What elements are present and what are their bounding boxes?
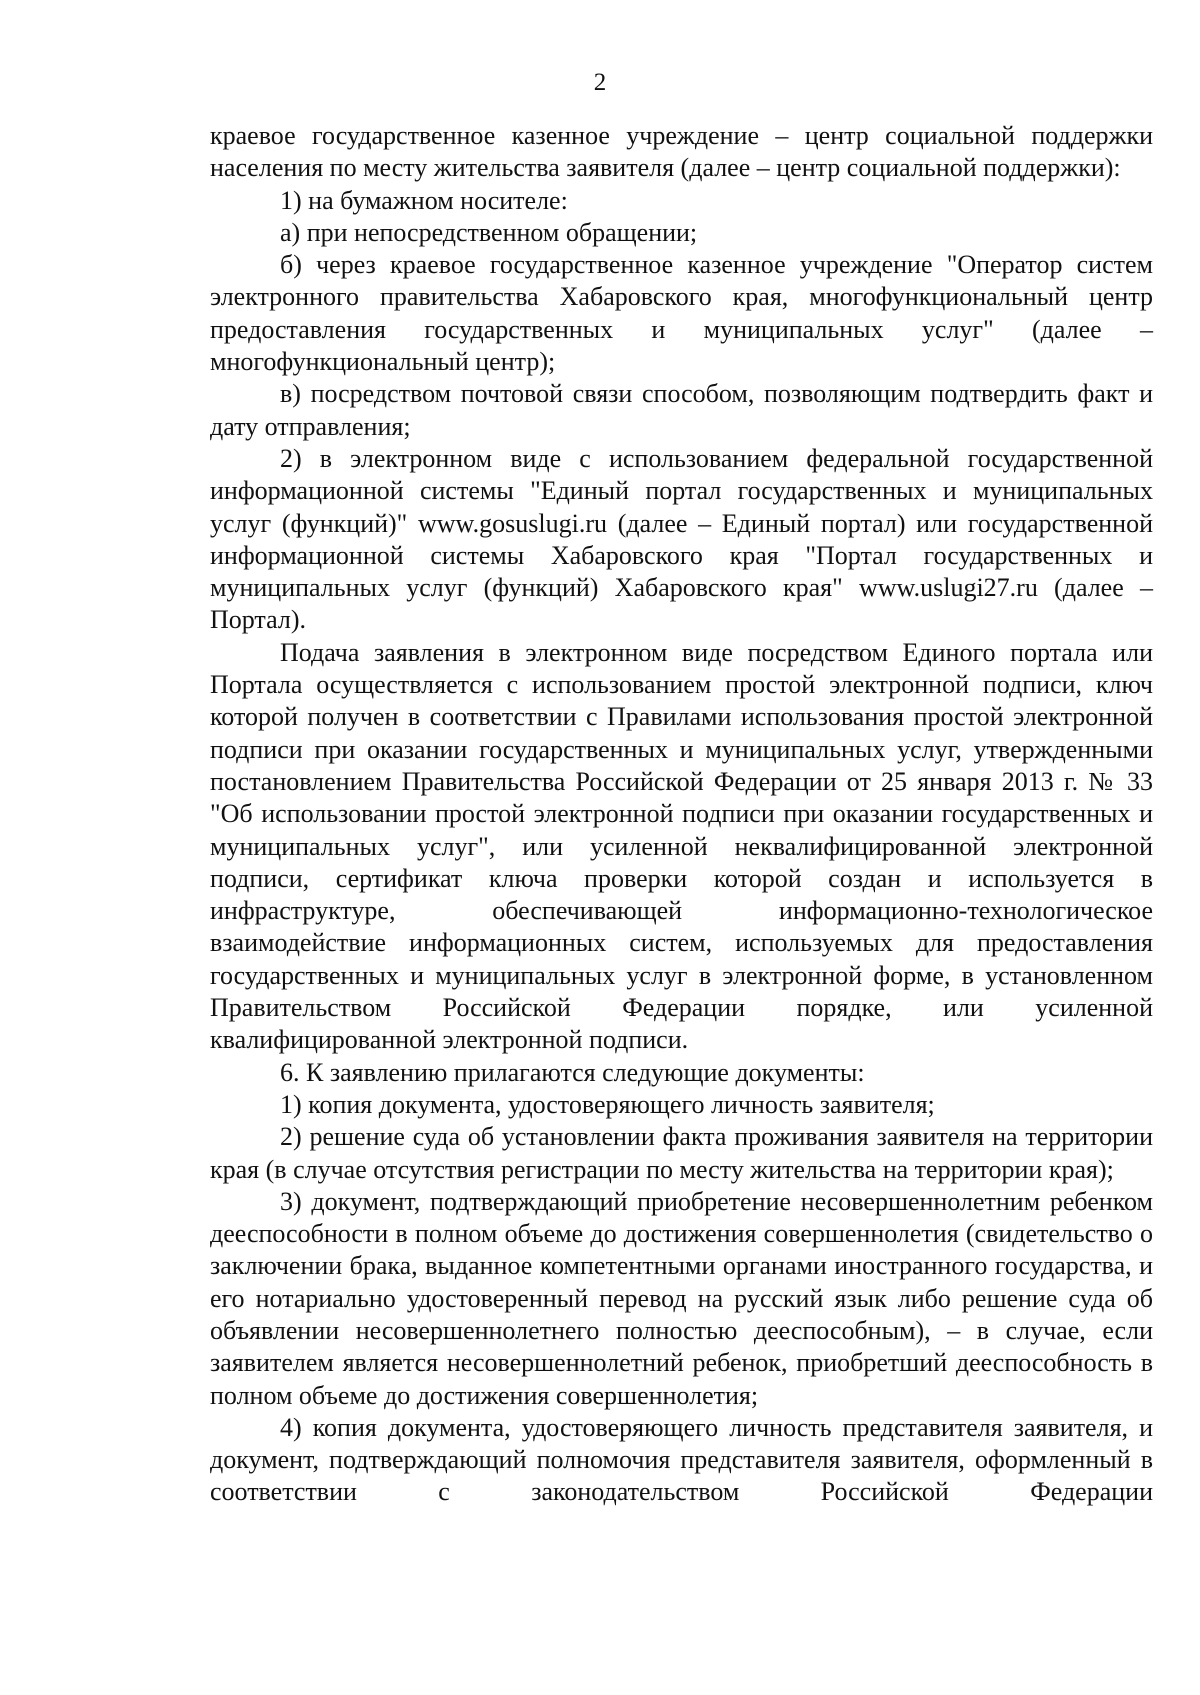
document-body [210, 120, 1153, 1509]
paragraph-by-post: в) посредством почтовой связи способом, позволяющим подтвердить факт и дату отправления; [210, 379, 1153, 441]
paragraph-document-capacity: 3) документ, подтверждающий приобретение несовершеннолетним ребенком дееспособности в полном объеме до достижения совершеннолетия (свидетельство о заключении брака, выданное компетентными органами иностранного государства, и его нотариально удостоверенный перевод на русский язык либо решение суда об объявлении несовершеннолетнего полностью дееспособным), – в случае, если заявителем является несовершеннолетний ребенок, приобретший дееспособность в полном объеме до достижения совершеннолетия; [210, 1186, 1153, 1410]
paragraph-electronic: 2) в электронном виде с использованием федеральной государственной информационной системы "Единый портал государственных и муниципальных услуг (функций)" www.gosuslugi.ru (далее – Единый портал) или государственной информационной системы Хабаровского края "Портал государственных и муниципальных услуг (функций) Хабаровского края" www.uslugi27.ru (далее – Портал). [210, 443, 1153, 635]
paragraph-document-identity: 1) копия документа, удостоверяющего личность заявителя; [280, 1089, 935, 1119]
paragraph-via-mfc: б) через краевое государственное казенное учреждение "Оператор систем электронного правительства Хабаровского края, многофункциональный центр предоставления государственных и муниципальных услуг" (далее – многофункциональный центр); [210, 250, 1153, 377]
paragraph-intro: краевое государственное казенное учреждение – центр социальной поддержки населения по месту жительства заявителя (далее – центр социальной поддержки): [210, 121, 1153, 183]
paragraph-document-court-decision: 2) решение суда об установлении факта проживания заявителя на территории края (в случае отсутствия регистрации по месту жительства на территории края); [210, 1122, 1153, 1184]
paragraph-documents-heading: 6. К заявлению прилагаются следующие документы: [280, 1057, 865, 1087]
paragraph-in-person: а) при непосредственном обращении; [280, 217, 698, 247]
paragraph-document-representative: 4) копия документа, удостоверяющего личность представителя заявителя, и документ, подтверждающий полномочия представителя заявителя, оформленный в соответствии с законодательством Российской Федерации [210, 1412, 1153, 1507]
paragraph-paper-medium: 1) на бумажном носителе: [280, 185, 568, 215]
page-number: 2 [593, 69, 607, 96]
paragraph-electronic-signature: Подача заявления в электронном виде посредством Единого портала или Портала осуществляется с использованием простой электронной подписи, ключ которой получен в соответствии с Правилами использования простой электронной подписи при оказании государственных и муниципальных услуг, утвержденными постановлением Правительства Российской Федерации от 25 января 2013 г. № 33 "Об использовании простой электронной подписи при оказании государственных и муниципальных услуг", или усиленной неквалифицированной электронной подписи, сертификат ключа проверки которой создан и используется в инфраструктуре, обеспечивающей информационно-технологическое взаимодействие информационных систем, используемых для предоставления государственных и муниципальных услуг в электронной форме, в установленном Правительством Российской Федерации порядке, или усиленной квалифицированной электронной подписи. [210, 637, 1153, 1055]
